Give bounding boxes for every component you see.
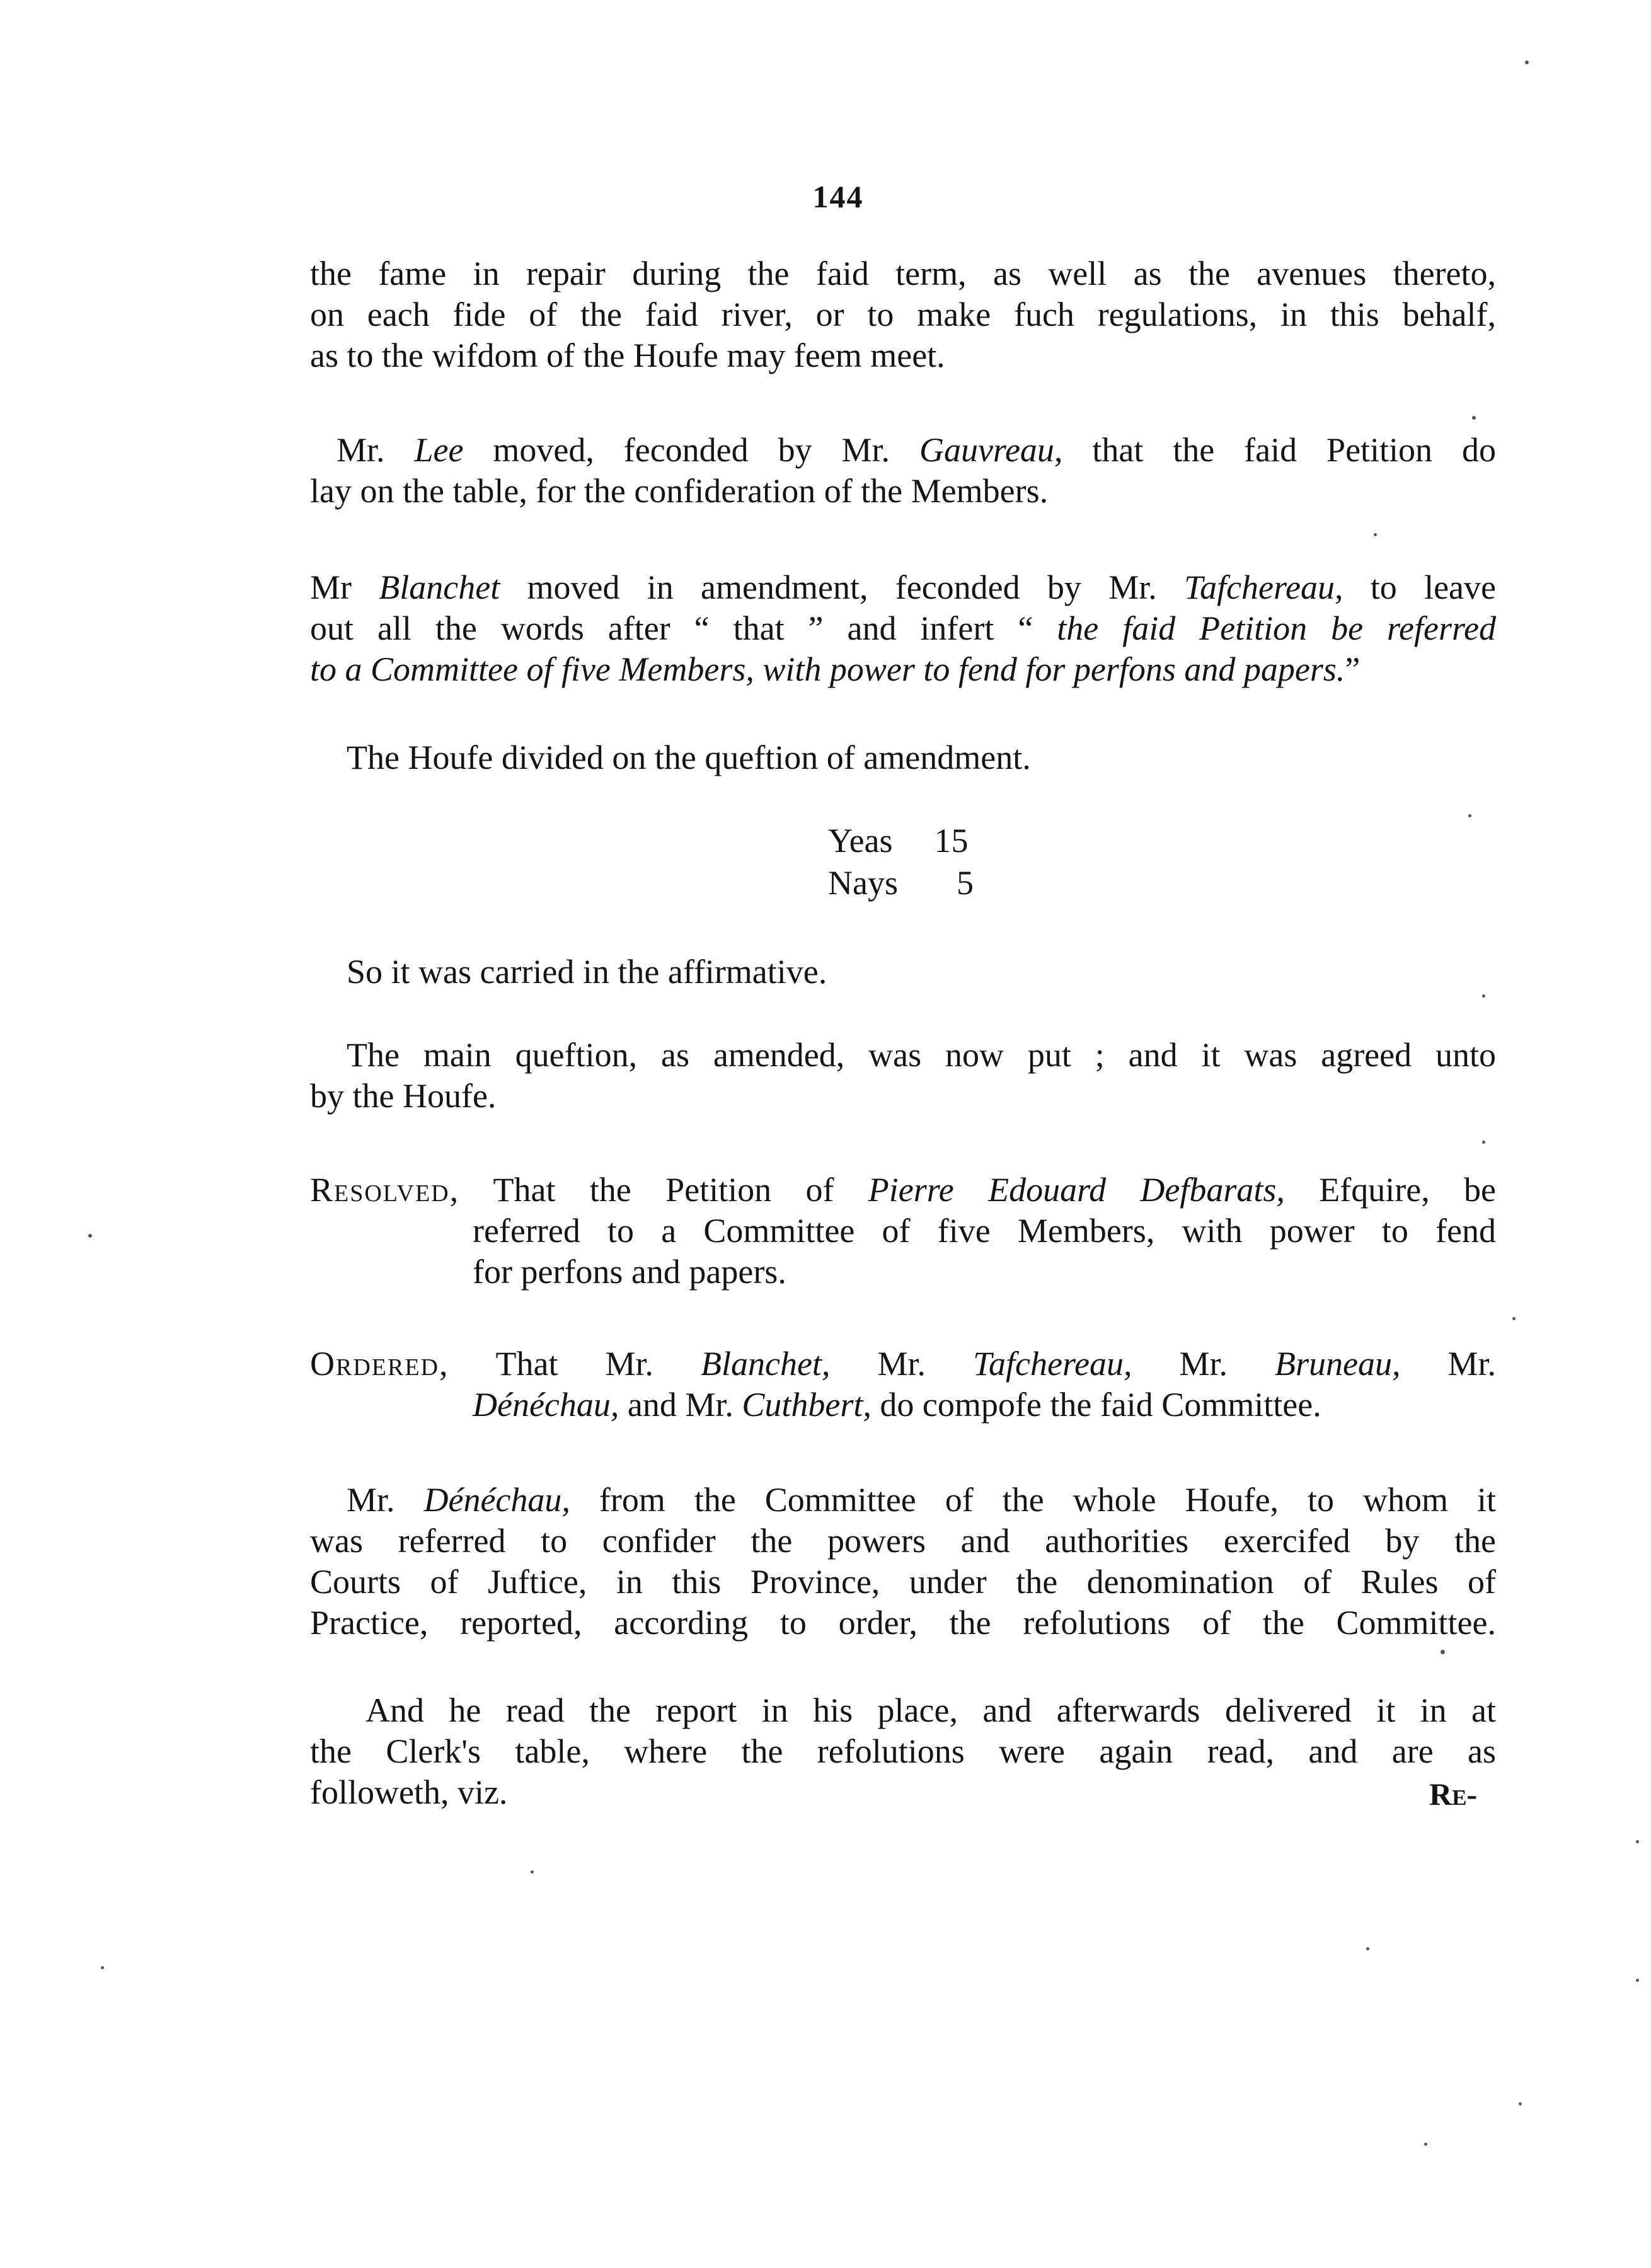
text-line: The main queftion, as amended, was now put ; and it was agreed unto: [347, 1036, 1496, 1074]
text-line: Courts of Juftice, in this Province, under the denomination of Rules of: [310, 1563, 1496, 1601]
scan-speck: [1512, 1317, 1516, 1320]
text-line: [310, 1342, 1496, 1385]
text-span: Mr.: [337, 431, 415, 469]
text-line: And he read the report in his place, and afterwards delivered it in at: [365, 1691, 1496, 1729]
text-span: do compofe the faid Committee.: [871, 1386, 1321, 1424]
text-line: [473, 1383, 1496, 1426]
name-blanchet: Blanchet: [379, 568, 500, 606]
text-span: ”: [1345, 650, 1360, 688]
text-span: Mr.: [1400, 1345, 1496, 1383]
text-line: the fame in repair during the faid term, as well as the avenues thereto,: [310, 255, 1496, 292]
page-number: 144: [812, 179, 864, 214]
text-line: The Houfe divided on the queftion of amendment.: [347, 739, 1031, 776]
text-line: [347, 1478, 1496, 1521]
scan-speck: [1482, 1141, 1485, 1144]
text-span: That the Petition of: [459, 1171, 868, 1209]
vote-yeas: [828, 819, 969, 862]
text-span: and Mr.: [619, 1386, 742, 1424]
text-span: moved in amendment, feconded by Mr.: [500, 568, 1185, 606]
name-denechau: Dénéchau,: [423, 1481, 570, 1519]
name-desbarats: Pierre Edouard Defbarats,: [868, 1171, 1285, 1209]
nays-label: Nays: [828, 864, 898, 902]
text-span: from the Committee of the whole Houfe, to whom it: [570, 1481, 1496, 1519]
text-span: out all the words after “ that ” and infert “: [310, 609, 1057, 647]
text-line: was referred to confider the powers and authorities exercifed by the: [310, 1522, 1496, 1560]
text-line: by the Houfe.: [310, 1077, 497, 1115]
text-span: Mr.: [347, 1481, 424, 1519]
name-gauvreau: Gauvreau,: [919, 431, 1063, 469]
text-span: That Mr.: [449, 1345, 701, 1383]
text-span: moved, feconded by Mr.: [463, 431, 919, 469]
text-line: [310, 607, 1496, 650]
text-span: Mr.: [830, 1345, 973, 1383]
scan-speck: [1636, 1979, 1639, 1982]
nays-count: 5: [956, 864, 974, 902]
text-span: that the faid Petition do: [1062, 431, 1496, 469]
scan-speck: [1441, 1650, 1445, 1654]
text-line: [310, 1168, 1496, 1211]
text-line: on each fide of the faid river, or to make fuch regulations, in this behalf,: [310, 296, 1496, 333]
catchword: Re-: [1429, 1776, 1478, 1812]
text-span: Mr.: [1132, 1345, 1275, 1383]
name-lee: Lee: [414, 431, 464, 469]
name-cuthbert: Cuthbert,: [742, 1386, 872, 1424]
scan-speck: [1468, 814, 1471, 817]
text-span: Efquire, be: [1284, 1171, 1497, 1209]
text-line: the Clerk's table, where the refolutions were again read, and are as: [310, 1732, 1496, 1770]
text-line: [310, 648, 1360, 691]
text-line: as to the wifdom of the Houfe may feem meet.: [310, 337, 945, 374]
scan-speck: [1472, 416, 1476, 420]
resolved-heading: Resolved,: [310, 1171, 460, 1209]
scan-speck: [101, 1966, 104, 1969]
name-denechau: Dénéchau,: [473, 1386, 619, 1424]
text-line: [310, 566, 1496, 609]
vote-nays: [828, 861, 974, 904]
scan-speck: [1374, 533, 1377, 536]
text-line: for perfons and papers.: [473, 1253, 786, 1291]
text-line: So it was carried in the affirmative.: [347, 953, 827, 991]
text-line: referred to a Committee of five Members, with power to fend: [473, 1212, 1496, 1250]
scan-speck: [1525, 60, 1529, 64]
text-line: Practice, reported, according to order, the refolutions of the Committee.: [310, 1604, 1496, 1642]
text-line: lay on the table, for the confideration of the Members.: [310, 472, 1049, 510]
ordered-heading: Ordered,: [310, 1345, 449, 1383]
scan-speck: [1636, 1840, 1639, 1843]
name-blanchet: Blanchet,: [701, 1345, 831, 1383]
text-line: [337, 429, 1496, 471]
scan-speck: [1519, 2102, 1522, 2105]
scan-speck: [1482, 994, 1485, 998]
quoted-text: the faid Petition be referred: [1057, 609, 1496, 647]
scan-speck: [531, 1870, 534, 1874]
yeas-label: Yeas: [828, 822, 893, 860]
yeas-count: 15: [934, 822, 969, 860]
name-bruneau: Bruneau,: [1275, 1345, 1401, 1383]
name-taschereau: Tafchereau,: [972, 1345, 1132, 1383]
text-span: to leave: [1343, 568, 1496, 606]
quoted-text: to a Committee of five Members, with power to fend for perfons and papers.: [310, 650, 1345, 688]
scan-speck: [1424, 2143, 1427, 2146]
text-span: Mr: [310, 568, 379, 606]
text-line: followeth, viz.: [310, 1773, 508, 1811]
scan-speck: [88, 1234, 92, 1238]
scan-speck: [1366, 1947, 1369, 1950]
name-taschereau: Tafchereau,: [1184, 568, 1343, 606]
